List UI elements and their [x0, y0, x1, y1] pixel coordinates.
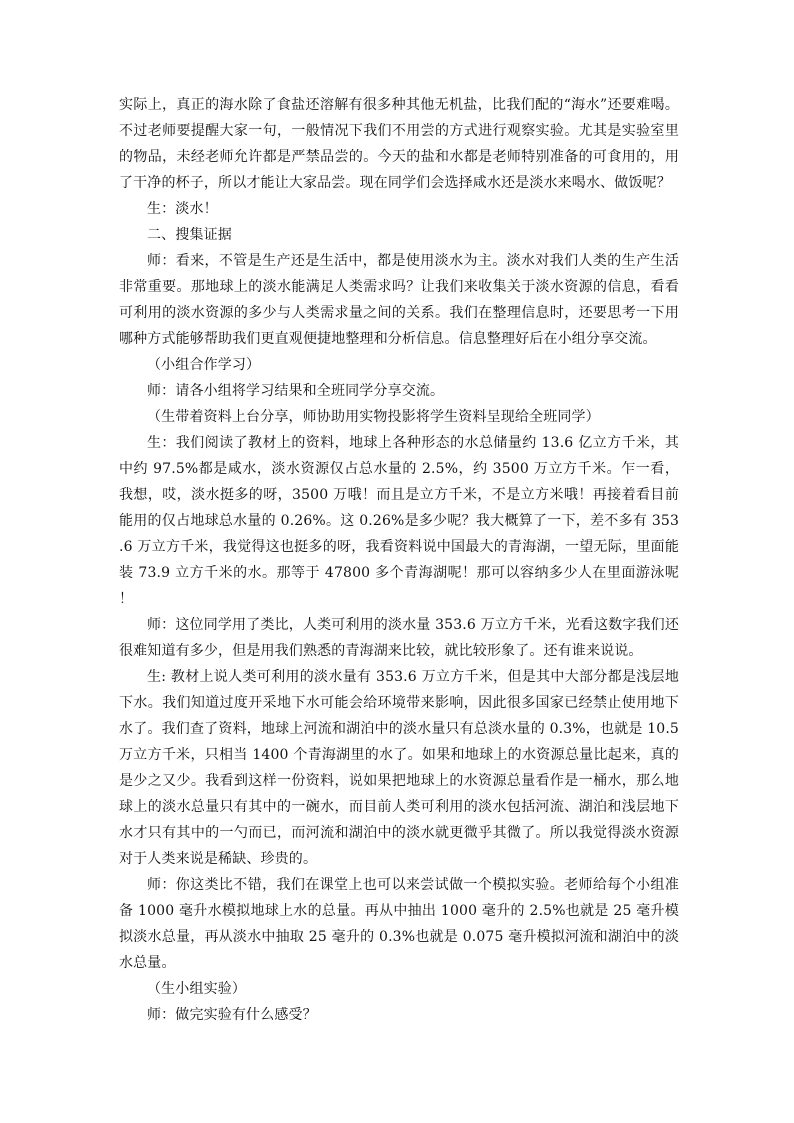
- paragraph-teacher-2: 师：请各小组将学习结果和全班同学分享交流。: [147, 383, 445, 399]
- document-body: [119, 92, 679, 1028]
- paragraph-intro: 实际上，真正的海水除了食盐还溶解有很多种其他无机盐，比我们配的“海水”还要难喝。不过老师要提醒大家一句，一般情况下我们不用尝的方式进行观察实验。尤其是实验室里的物品，未经老师允许都是严禁品尝的。今天的盐和水都是老师特别准备的可食用的，用了干净的杯子，所以才能让大家品尝。现在同学们会选择咸水还是淡水来喝水、做饭呢？: [119, 97, 679, 191]
- paragraph-experiment-note: （生小组实验）: [147, 981, 247, 997]
- paragraph-student-2: 生: 教材上说人类可利用的淡水量有 353.6 万立方千米，但是其中大部分都是浅层地下水。我们知道过度开采地下水可能会给环境带来影响，因此很多国家已经禁止使用地下水了。我们查了资料，地球上河流和湖泊中的淡水量只有总淡水量的 0.3%，也就是 10.5 万立方千米，只相当 1400 个青海湖里的水了。如果和地球上的水资源总量比起来，真的是少之又少。我看到这样一份资料，说如果把地球上的水资源总量看作是一桶水，那么地球上的淡水总量只有其中的一碗水，而目前人类可利用的淡水包括河流、湖泊和浅层地下水才只有其中的一勺而已，而河流和湖泊中的淡水就更微乎其微了。所以我觉得淡水资源对于人类来说是稀缺、珍贵的。: [119, 669, 679, 867]
- paragraph-teacher-4: 师：你这类比不错，我们在课堂上也可以来尝试做一个模拟实验。老师给每个小组准备 1000 毫升水模拟地球上水的总量。再从中抽出 1000 毫升的 2.5%也就是 25 毫升模拟淡水总量，再从淡水中抽取 25 毫升的 0.3%也就是 0.075 毫升模拟河流和湖泊中的淡水总量。: [119, 877, 679, 971]
- paragraph-teacher-5: 师：做完实验有什么感受？: [147, 1007, 317, 1023]
- paragraph-group-work: （小组合作学习）: [147, 357, 261, 373]
- section-heading: 二、搜集证据: [147, 227, 232, 243]
- paragraph-teacher-3: 师：这位同学用了类比，人类可利用的淡水量 353.6 万立方千米，光看这数字我们还很难知道有多少，但是用我们熟悉的青海湖来比较，就比较形象了。还有谁来说说。: [119, 617, 679, 659]
- paragraph-note-share: （生带着资料上台分享，师协助用实物投影将学生资料呈现给全班同学）: [147, 409, 600, 425]
- paragraph-student-1: 生：我们阅读了教材上的资料，地球上各种形态的水总储量约 13.6 亿立方千米，其中约 97.5%都是咸水，淡水资源仅占总水量的 2.5%，约 3500 万立方千米。乍一看，我想，哎，淡水挺多的呀，3500 万哦！而且是立方千米，不是立方米哦！再接着看目前能用的仅占地球总水量的 0.26%。这 0.26%是多少呢？我大概算了一下，差不多有 353.6 万立方千米，我觉得这也挺多的呀，我看资料说中国最大的青海湖，一望无际，里面能装 73.9 立方千米的水。那等于 47800 多个青海湖呢！那可以容纳多少人在里面游泳呢！: [119, 435, 679, 607]
- paragraph-student-answer: 生：淡水！: [147, 201, 218, 217]
- paragraph-teacher-1: 师：看来，不管是生产还是生活中，都是使用淡水为主。淡水对我们人类的生产生活非常重要。那地球上的淡水能满足人类需求吗？让我们来收集关于淡水资源的信息，看看可利用的淡水资源的多少与人类需求量之间的关系。我们在整理信息时，还要思考一下用哪种方式能够帮助我们更直观便捷地整理和分析信息。信息整理好后在小组分享交流。: [119, 253, 679, 347]
